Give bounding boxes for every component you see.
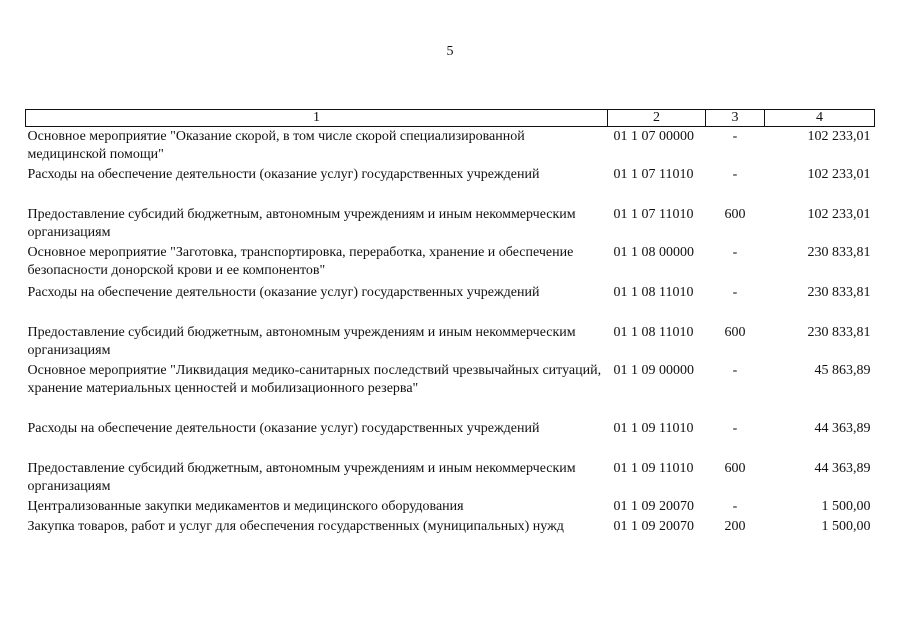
row-sum: 230 833,81 (807, 325, 871, 340)
table-row (26, 518, 875, 556)
row-type: - (732, 129, 738, 144)
row-sum: 102 233,01 (807, 167, 871, 182)
row-type: - (732, 363, 738, 378)
row-sum: 230 833,81 (807, 285, 871, 300)
row-name: Предоставление субсидий бюджетным, автономным учреждениям и иным некоммерческим организациям (27, 207, 576, 240)
row-code: 01 1 07 11010 (613, 207, 694, 222)
table-row (26, 284, 875, 324)
row-sum: 230 833,81 (807, 245, 871, 260)
row-sum: 102 233,01 (807, 207, 871, 222)
row-sum: 1 500,00 (821, 499, 871, 514)
header-col-1: 1 (26, 110, 608, 127)
row-type: - (732, 421, 738, 436)
table-row (26, 362, 875, 420)
table-row (26, 498, 875, 518)
row-code: 01 1 09 20070 (613, 499, 694, 514)
row-type: 600 (724, 325, 746, 340)
table-row (26, 324, 875, 362)
row-code: 01 1 07 00000 (613, 129, 694, 144)
row-name: Основное мероприятие "Оказание скорой, в том числе скорой специализированной медицинской помощи" (27, 129, 525, 162)
row-type: - (732, 499, 738, 514)
row-name: Расходы на обеспечение деятельности (оказание услуг) государственных учреждений (27, 167, 540, 182)
row-code: 01 1 09 11010 (613, 421, 694, 436)
row-sum: 44 363,89 (814, 421, 871, 436)
row-code: 01 1 08 11010 (613, 285, 694, 300)
row-name: Основное мероприятие "Ликвидация медико-санитарных последствий чрезвычайных ситуаций, хранение материальных ценностей и мобилизационного резерва" (27, 363, 602, 396)
row-name: Основное мероприятие "Заготовка, транспортировка, переработка, хранение и обеспечение безопасности донорской крови и ее компонентов" (27, 245, 574, 278)
row-type: 600 (724, 461, 746, 476)
table-row (26, 127, 875, 167)
row-type: 600 (724, 207, 746, 222)
table-row (26, 460, 875, 498)
budget-table (25, 109, 875, 556)
row-sum: 102 233,01 (807, 129, 871, 144)
row-name: Закупка товаров, работ и услуг для обеспечения государственных (муниципальных) нужд (27, 519, 564, 534)
header-col-4: 4 (765, 110, 875, 127)
row-sum: 44 363,89 (814, 461, 871, 476)
row-type: - (732, 285, 738, 300)
header-col-3: 3 (706, 110, 765, 127)
row-name: Расходы на обеспечение деятельности (оказание услуг) государственных учреждений (27, 285, 540, 300)
row-code: 01 1 08 00000 (613, 245, 694, 260)
row-code: 01 1 07 11010 (613, 167, 694, 182)
row-name: Предоставление субсидий бюджетным, автономным учреждениям и иным некоммерческим организациям (27, 325, 576, 358)
table-header (26, 110, 875, 127)
row-name: Расходы на обеспечение деятельности (оказание услуг) государственных учреждений (27, 421, 540, 436)
header-col-2: 2 (608, 110, 706, 127)
row-name: Централизованные закупки медикаментов и медицинского оборудования (27, 499, 464, 514)
row-type: - (732, 167, 738, 182)
row-sum: 1 500,00 (821, 519, 871, 534)
table-row (26, 206, 875, 244)
table-row (26, 420, 875, 460)
table-row (26, 166, 875, 206)
row-sum: 45 863,89 (814, 363, 871, 378)
page-number: 5 (446, 44, 454, 59)
table-row (26, 244, 875, 284)
row-code: 01 1 09 20070 (613, 519, 694, 534)
row-code: 01 1 08 11010 (613, 325, 694, 340)
row-type: 200 (724, 519, 746, 534)
header-row (26, 110, 875, 127)
row-code: 01 1 09 11010 (613, 461, 694, 476)
table-body (26, 127, 875, 557)
row-code: 01 1 09 00000 (613, 363, 694, 378)
row-type: - (732, 245, 738, 260)
row-name: Предоставление субсидий бюджетным, автономным учреждениям и иным некоммерческим организациям (27, 461, 576, 494)
